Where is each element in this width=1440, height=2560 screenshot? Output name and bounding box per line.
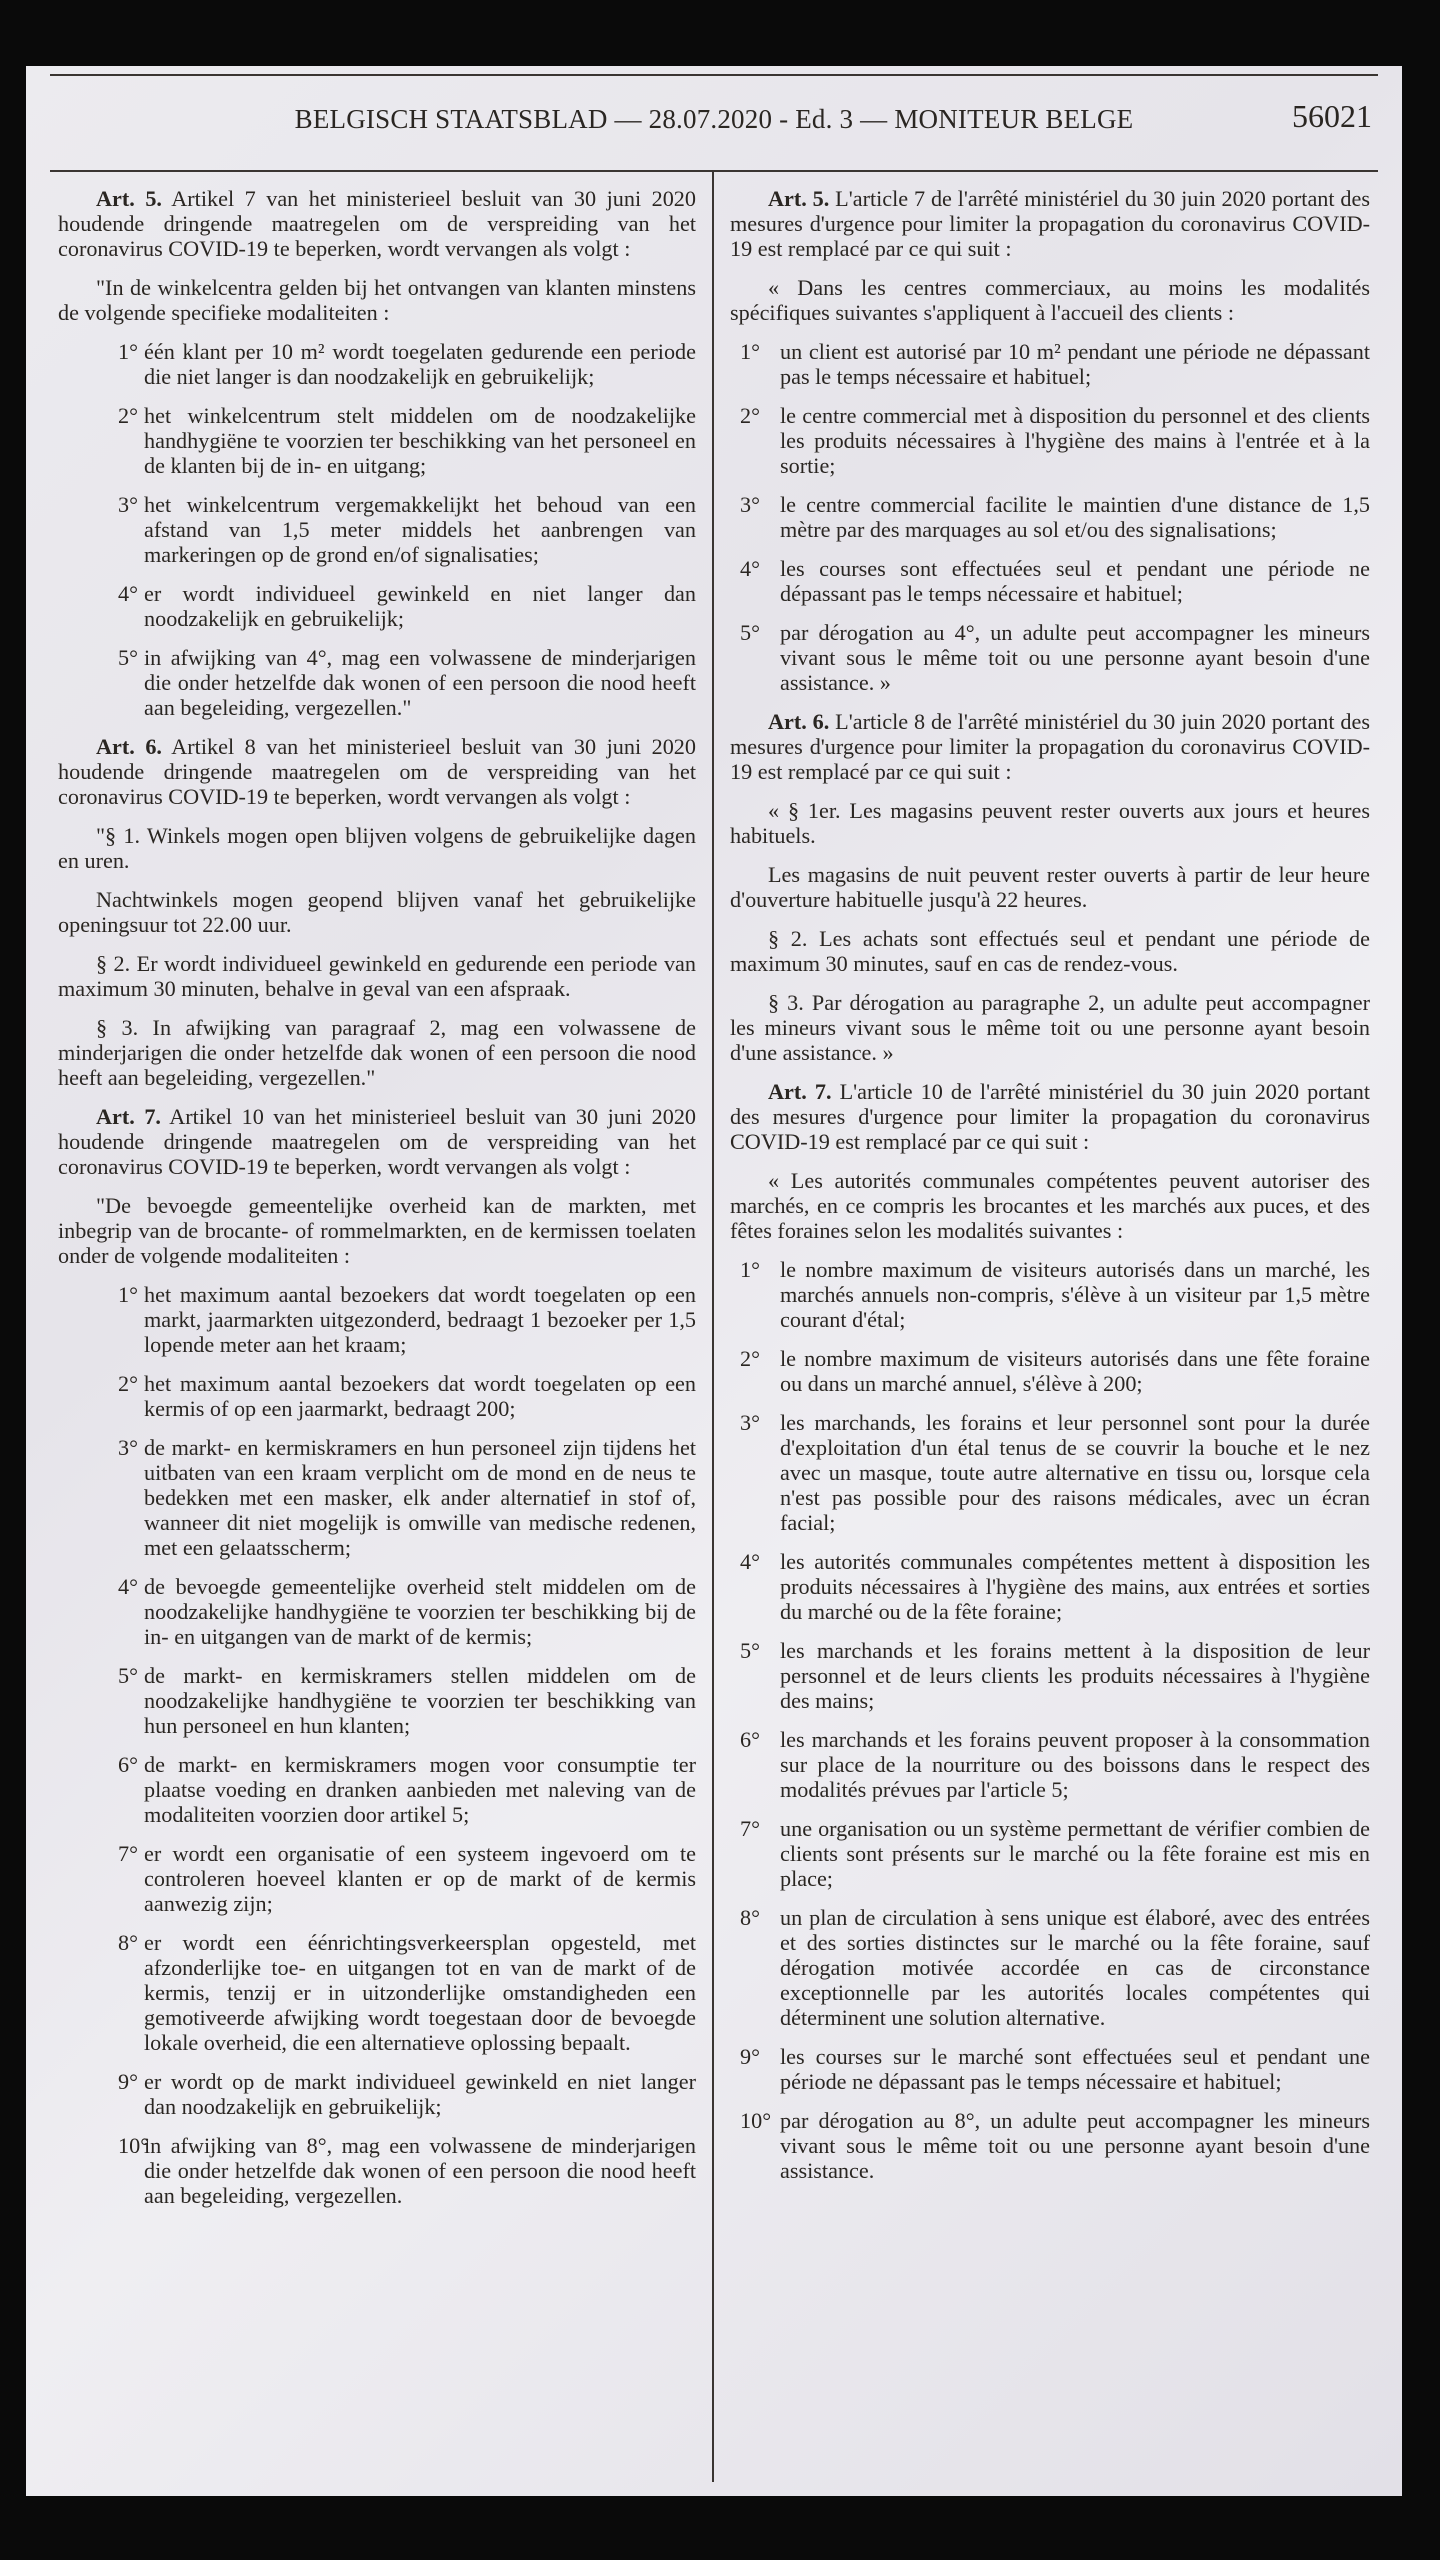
article-6-fr bbox=[730, 709, 1370, 784]
article-7-fr bbox=[730, 1079, 1370, 1154]
page-header bbox=[50, 74, 1378, 172]
list-item: 2° le centre commercial met à disposition du personnel et des clients les produits nécessaires à l'hygiène des mains à l'entrée et à la sortie; bbox=[740, 403, 1370, 478]
paragraph: § 3. In afwijking van paragraaf 2, mag een volwassene de minderjarigen die onder hetzelfde dak wonen of een persoon die nood heeft aan begeleiding, vergezellen." bbox=[58, 1015, 696, 1090]
paragraph: § 2. Les achats sont effectués seul et pendant une période de maximum 30 minutes, sauf en cas de rendez-vous. bbox=[730, 926, 1370, 976]
paragraph: § 3. Par dérogation au paragraphe 2, un adulte peut accompagner les mineurs vivant sous le même toit ou une personne ayant besoin d'une assistance. » bbox=[730, 990, 1370, 1065]
two-column-body bbox=[50, 172, 1378, 2482]
list-item: 5° les marchands et les forains mettent à la disposition de leur personnel et de leurs clients les produits nécessaires à l'hygiène des mains; bbox=[740, 1638, 1370, 1713]
paragraph: § 2. Er wordt individueel gewinkeld en gedurende een periode van maximum 30 minuten, behalve in geval van een afspraak. bbox=[58, 951, 696, 1001]
article-text: Artikel 7 van het ministerieel besluit van 30 juni 2020 houdende dringende maatregelen om de verspreiding van het coronavirus COVID-19 te beperken, wordt vervangen als volgt : bbox=[58, 186, 696, 261]
article-label: Art. 5. bbox=[96, 186, 162, 211]
article-intro: « Les autorités communales compétentes peuvent autoriser des marchés, en ce compris les brocantes et les marchés aux puces, et des fêtes foraines selon les modalités suivantes : bbox=[730, 1168, 1370, 1243]
list-item: 8° er wordt een éénrichtingsverkeersplan opgesteld, met afzonderlijke toe- en uitgangen tot en van de markt of de kermis, tenzij er in uitzonderlijke omstandigheden een gemotiveerde afwijking wordt toegestaan door de bevoegde lokale overheid, die een alternatieve oplossing bepaalt. bbox=[118, 1930, 696, 2055]
list-item: 3° de markt- en kermiskramers en hun personeel zijn tijdens het uitbaten van een kraam verplicht om de mond en de neus te bedekken met een masker, elk ander alternatief in stof of, wanneer dit niet mogelijk is omwille van medische redenen, met een gelaatsscherm; bbox=[118, 1435, 696, 1560]
list-item: 4° de bevoegde gemeentelijke overheid stelt middelen om de noodzakelijke handhygiëne te voorzien ter beschikking bij de in- en uitgangen van de markt of de kermis; bbox=[118, 1574, 696, 1649]
article-7-nl bbox=[58, 1104, 696, 1179]
article-label: Art. 6. bbox=[768, 709, 830, 734]
paragraph: "§ 1. Winkels mogen open blijven volgens de gebruikelijke dagen en uren. bbox=[58, 823, 696, 873]
article-text: L'article 8 de l'arrêté ministériel du 30 juin 2020 portant des mesures d'urgence pour limiter la propagation du coronavirus COVID-19 est remplacé par ce qui suit : bbox=[730, 709, 1370, 784]
article-5-nl bbox=[58, 186, 696, 261]
list-item: 2° het winkelcentrum stelt middelen om de noodzakelijke handhygiëne te voorzien ter beschikking van het personeel en de klanten bij de in- en uitgang; bbox=[118, 403, 696, 478]
list-item: 3° les marchands, les forains et leur personnel sont pour la durée d'exploitation d'un étal tenus de se couvrir la bouche et le nez avec un masque, toute autre alternative en tissu ou, lorsque cela n'est pas possible pour des raisons médicales, avec un écran facial; bbox=[740, 1410, 1370, 1535]
list-item: 5° par dérogation au 4°, un adulte peut accompagner les mineurs vivant sous le même toit ou une personne ayant besoin d'une assistance. » bbox=[740, 620, 1370, 695]
list-item: 6° les marchands et les forains peuvent proposer à la consommation sur place de la nourriture ou des boissons dans le respect des modalités prévues par l'article 5; bbox=[740, 1727, 1370, 1802]
paragraph: Les magasins de nuit peuvent rester ouverts à partir de leur heure d'ouverture habituelle jusqu'à 22 heures. bbox=[730, 862, 1370, 912]
list-item: 4° er wordt individueel gewinkeld en niet langer dan noodzakelijk en gebruikelijk; bbox=[118, 581, 696, 631]
list-item: 9° les courses sur le marché sont effectuées seul et pendant une période ne dépassant pas le temps nécessaire et habituel; bbox=[740, 2044, 1370, 2094]
list-item: 5° de markt- en kermiskramers stellen middelen om de noodzakelijke handhygiëne te voorzien ter beschikking van hun personeel en hun klanten; bbox=[118, 1663, 696, 1738]
gazette-title: BELGISCH STAATSBLAD — 28.07.2020 - Ed. 3 — MONITEUR BELGE bbox=[294, 104, 1134, 134]
paragraph: Nachtwinkels mogen geopend blijven vanaf het gebruikelijke openingsuur tot 22.00 uur. bbox=[58, 887, 696, 937]
article-text: L'article 10 de l'arrêté ministériel du 30 juin 2020 portant des mesures d'urgence pour limiter la propagation du coronavirus COVID-19 est remplacé par ce qui suit : bbox=[730, 1079, 1370, 1154]
article-intro: « Dans les centres commerciaux, au moins les modalités spécifiques suivantes s'appliquent à l'accueil des clients : bbox=[730, 275, 1370, 325]
dutch-column bbox=[50, 172, 714, 2482]
list-item: 7° une organisation ou un système permettant de vérifier combien de clients sont présents sur le marché ou la fête foraine est mis en place; bbox=[740, 1816, 1370, 1891]
article-label: Art. 5. bbox=[768, 186, 830, 211]
list-item: 10° in afwijking van 8°, mag een volwassene de minderjarigen die onder hetzelfde dak wonen of een persoon die nood heeft aan begeleiding, vergezellen. bbox=[118, 2133, 696, 2208]
article-label: Art. 6. bbox=[96, 734, 162, 759]
article-intro: "De bevoegde gemeentelijke overheid kan de markten, met inbegrip van de brocante- of rommelmarkten, en de kermissen toelaten onder de volgende modaliteiten : bbox=[58, 1193, 696, 1268]
list-item: 2° le nombre maximum de visiteurs autorisés dans une fête foraine ou dans un marché annuel, s'élève à 200; bbox=[740, 1346, 1370, 1396]
list-item: 3° le centre commercial facilite le maintien d'une distance de 1,5 mètre par des marquages au sol et/ou des signalisations; bbox=[740, 492, 1370, 542]
list-item: 1° het maximum aantal bezoekers dat wordt toegelaten op een markt, jaarmarkten uitgezonderd, bedraagt 1 bezoeker per 1,5 lopende meter aan het kraam; bbox=[118, 1282, 696, 1357]
article-label: Art. 7. bbox=[768, 1079, 832, 1104]
french-column bbox=[714, 172, 1378, 2482]
list-item: 1° le nombre maximum de visiteurs autorisés dans un marché, les marchés annuels non-compris, s'élève à un visiteur par 1,5 mètre courant d'étal; bbox=[740, 1257, 1370, 1332]
list-item: 1° één klant per 10 m² wordt toegelaten gedurende een periode die niet langer is dan noodzakelijk en gebruikelijk; bbox=[118, 339, 696, 389]
page-number: 56021 bbox=[1292, 98, 1372, 134]
list-item: 9° er wordt op de markt individueel gewinkeld en niet langer dan noodzakelijk en gebruikelijk; bbox=[118, 2069, 696, 2119]
list-item: 2° het maximum aantal bezoekers dat wordt toegelaten op een kermis of op een jaarmarkt, bedraagt 200; bbox=[118, 1371, 696, 1421]
article-text: Artikel 8 van het ministerieel besluit van 30 juni 2020 houdende dringende maatregelen om de verspreiding van het coronavirus COVID-19 te beperken, wordt vervangen als volgt : bbox=[58, 734, 696, 809]
list-item: 4° les autorités communales compétentes mettent à disposition les produits nécessaires à l'hygiène des mains, aux entrées et sorties du marché ou de la fête foraine; bbox=[740, 1549, 1370, 1624]
list-item: 10° par dérogation au 8°, un adulte peut accompagner les mineurs vivant sous le même toit ou une personne ayant besoin d'une assistance. bbox=[740, 2108, 1370, 2183]
list-item: 5° in afwijking van 4°, mag een volwassene de minderjarigen die onder hetzelfde dak wonen of een persoon die nood heeft aan begeleiding, vergezellen." bbox=[118, 645, 696, 720]
list-item: 7° er wordt een organisatie of een systeem ingevoerd om te controleren hoeveel klanten er op de markt of de kermis aanwezig zijn; bbox=[118, 1841, 696, 1916]
article-intro: "In de winkelcentra gelden bij het ontvangen van klanten minstens de volgende specifieke modaliteiten : bbox=[58, 275, 696, 325]
article-label: Art. 7. bbox=[96, 1104, 161, 1129]
article-6-nl bbox=[58, 734, 696, 809]
list-item: 6° de markt- en kermiskramers mogen voor consumptie ter plaatse voeding en dranken aanbieden met naleving van de modaliteiten voorzien door artikel 5; bbox=[118, 1752, 696, 1827]
list-item: 1° un client est autorisé par 10 m² pendant une période ne dépassant pas le temps nécessaire et habituel; bbox=[740, 339, 1370, 389]
gazette-page bbox=[26, 66, 1402, 2496]
list-item: 4° les courses sont effectuées seul et pendant une période ne dépassant pas le temps nécessaire et habituel; bbox=[740, 556, 1370, 606]
article-5-fr bbox=[730, 186, 1370, 261]
article-text: Artikel 10 van het ministerieel besluit van 30 juni 2020 houdende dringende maatregelen om de verspreiding van het coronavirus COVID-19 te beperken, wordt vervangen als volgt : bbox=[58, 1104, 697, 1179]
list-item: 3° het winkelcentrum vergemakkelijkt het behoud van een afstand van 1,5 meter middels het aanbrengen van markeringen op de grond en/of signalisaties; bbox=[118, 492, 696, 567]
paragraph: « § 1er. Les magasins peuvent rester ouverts aux jours et heures habituels. bbox=[730, 798, 1370, 848]
list-item: 8° un plan de circulation à sens unique est élaboré, avec des entrées et des sorties distinctes sur le marché ou la fête foraine, sauf dérogation motivée accordée en cas de circonstance exceptionnelle par les autorités locales compétentes qui déterminent une solution alternative. bbox=[740, 1905, 1370, 2030]
article-text: L'article 7 de l'arrêté ministériel du 30 juin 2020 portant des mesures d'urgence pour limiter la propagation du coronavirus COVID-19 est remplacé par ce qui suit : bbox=[730, 186, 1370, 261]
